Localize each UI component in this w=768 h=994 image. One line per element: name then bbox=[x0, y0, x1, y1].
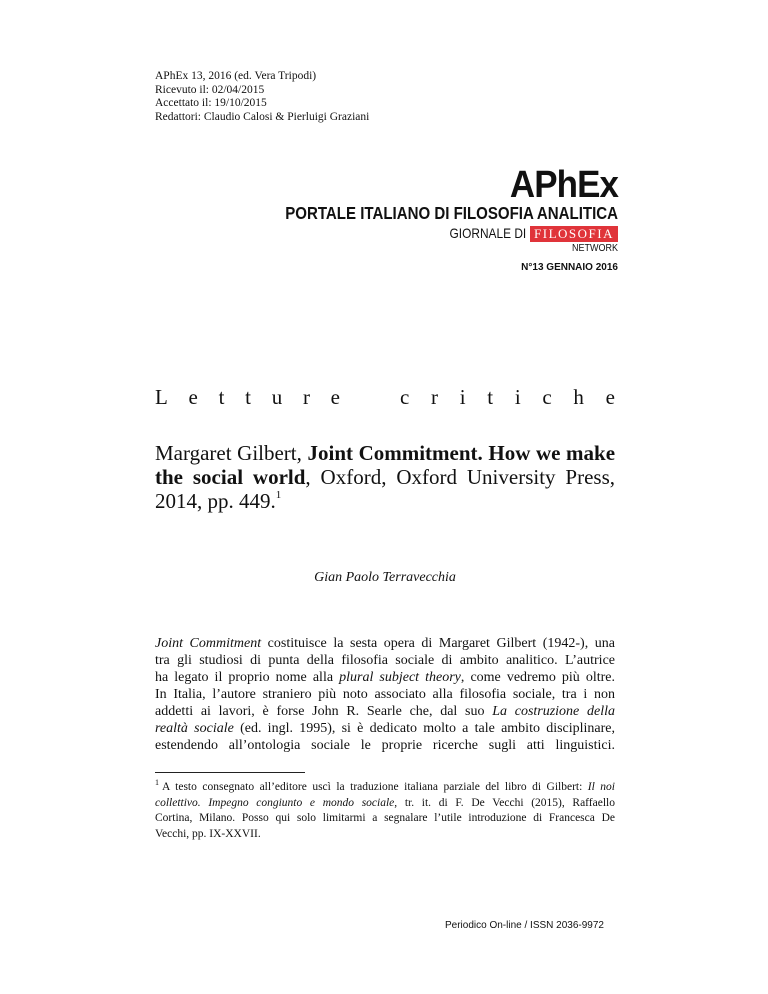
book-publication: , Oxford, Oxford University Press, 2014, pp. 449. bbox=[155, 465, 615, 513]
section-letter: c bbox=[400, 385, 410, 409]
italic-text: La costruzione della bbox=[492, 704, 615, 719]
header-metadata bbox=[155, 70, 369, 124]
footnote-line bbox=[155, 796, 615, 812]
footnote-number: 1 bbox=[155, 778, 159, 787]
logo-filosofia-badge: FILOSOFIA bbox=[530, 226, 618, 242]
section-letter: e bbox=[605, 385, 615, 409]
body-paragraph bbox=[155, 635, 615, 754]
reviewer-name: Gian Paolo Terravecchia bbox=[314, 570, 456, 585]
footnote-text: A testo consegnato all’editore uscì la traduzione italiana parziale del libro di Gilbert: bbox=[162, 781, 588, 793]
section-letter: L bbox=[155, 385, 168, 409]
logo-giornale-line bbox=[218, 224, 618, 242]
header-line: APhEx 13, 2016 (ed. Vera Tripodi) bbox=[155, 70, 317, 82]
logo-network: NETWORK bbox=[572, 243, 618, 255]
section-letter: t bbox=[487, 385, 494, 409]
issue-label: N°13 GENNAIO 2016 bbox=[521, 262, 618, 274]
section-label bbox=[155, 385, 615, 410]
footnote-line: Vecchi, pp. IX-XXVII. bbox=[155, 827, 261, 840]
body-line bbox=[155, 703, 615, 720]
body-line: tra gli studiosi di punta della filosofia sociale di ambito analitico. L’autrice bbox=[155, 653, 615, 668]
section-word-letture bbox=[155, 385, 340, 410]
aphex-logo bbox=[218, 164, 618, 275]
body-line bbox=[155, 635, 615, 652]
logo-giornale-text: GIORNALE DI bbox=[449, 225, 527, 241]
header-line: Redattori: Claudio Calosi & Pierluigi Graziani bbox=[155, 110, 370, 123]
footnote-line: Cortina, Milano. Posso qui solo limitarmi a segnalare l’utile introduzione di Francesca De bbox=[155, 812, 615, 824]
reviewed-author: Margaret Gilbert, bbox=[155, 441, 302, 465]
section-word-critiche bbox=[400, 385, 615, 410]
italic-text: Il noi bbox=[587, 781, 615, 793]
body-text: ha legato il proprio nome alla bbox=[155, 670, 340, 685]
book-title: Joint Commitment. How we make the social world bbox=[155, 441, 616, 489]
body-line: In Italia, l’autore straniero più noto associato alla filosofia sociale, tra i non bbox=[155, 687, 615, 702]
footnote-text: , tr. it. di F. De Vecchi (2015), Raffaello bbox=[394, 796, 615, 809]
footnote-divider bbox=[155, 772, 305, 773]
section-letter: i bbox=[514, 385, 521, 409]
section-letter: t bbox=[245, 385, 251, 409]
section-letter: c bbox=[542, 385, 552, 409]
section-letter: u bbox=[271, 385, 283, 409]
header-line: Ricevuto il: 02/04/2015 bbox=[155, 83, 265, 96]
body-line bbox=[155, 720, 615, 737]
section-letter: h bbox=[573, 385, 584, 409]
logo-title: APhEx bbox=[509, 164, 618, 206]
section-letter: t bbox=[218, 385, 225, 409]
section-letter: i bbox=[459, 385, 466, 409]
page-footer: Periodico On-line / ISSN 2036-9972 bbox=[445, 920, 604, 931]
footnote bbox=[155, 780, 615, 842]
body-text: addetti ai lavori, è forse John R. Searle che, dal suo bbox=[155, 704, 493, 719]
section-letter: e bbox=[330, 385, 340, 409]
article-title bbox=[155, 441, 615, 513]
footnote-ref[interactable]: 1 bbox=[275, 489, 282, 501]
section-letter: r bbox=[302, 385, 310, 409]
section-letter: r bbox=[431, 385, 439, 409]
body-line bbox=[155, 669, 615, 686]
header-line: Accettato il: 19/10/2015 bbox=[155, 97, 267, 109]
body-text: (ed. ingl. 1995), si è dedicato molto a tale ambito disciplinare, bbox=[233, 721, 616, 736]
body-text: costituisce la sesta opera di Margaret Gilbert (1942-), una bbox=[261, 636, 615, 651]
italic-text: realtà sociale bbox=[155, 721, 234, 736]
italic-text: plural subject theory bbox=[339, 670, 461, 685]
italic-text: Joint Commitment bbox=[155, 636, 262, 651]
body-text: , come vedremo più oltre. bbox=[460, 670, 615, 685]
section-letter: e bbox=[188, 385, 198, 409]
body-line: estendendo all’ontologia sociale le proprie ricerche sugli atti linguistici. bbox=[155, 738, 615, 753]
logo-subtitle: PORTALE ITALIANO DI FILOSOFIA ANALITICA bbox=[285, 203, 618, 223]
footnote-line bbox=[155, 780, 615, 796]
italic-text: collettivo. Impegno congiunto e mondo sociale bbox=[155, 796, 395, 809]
